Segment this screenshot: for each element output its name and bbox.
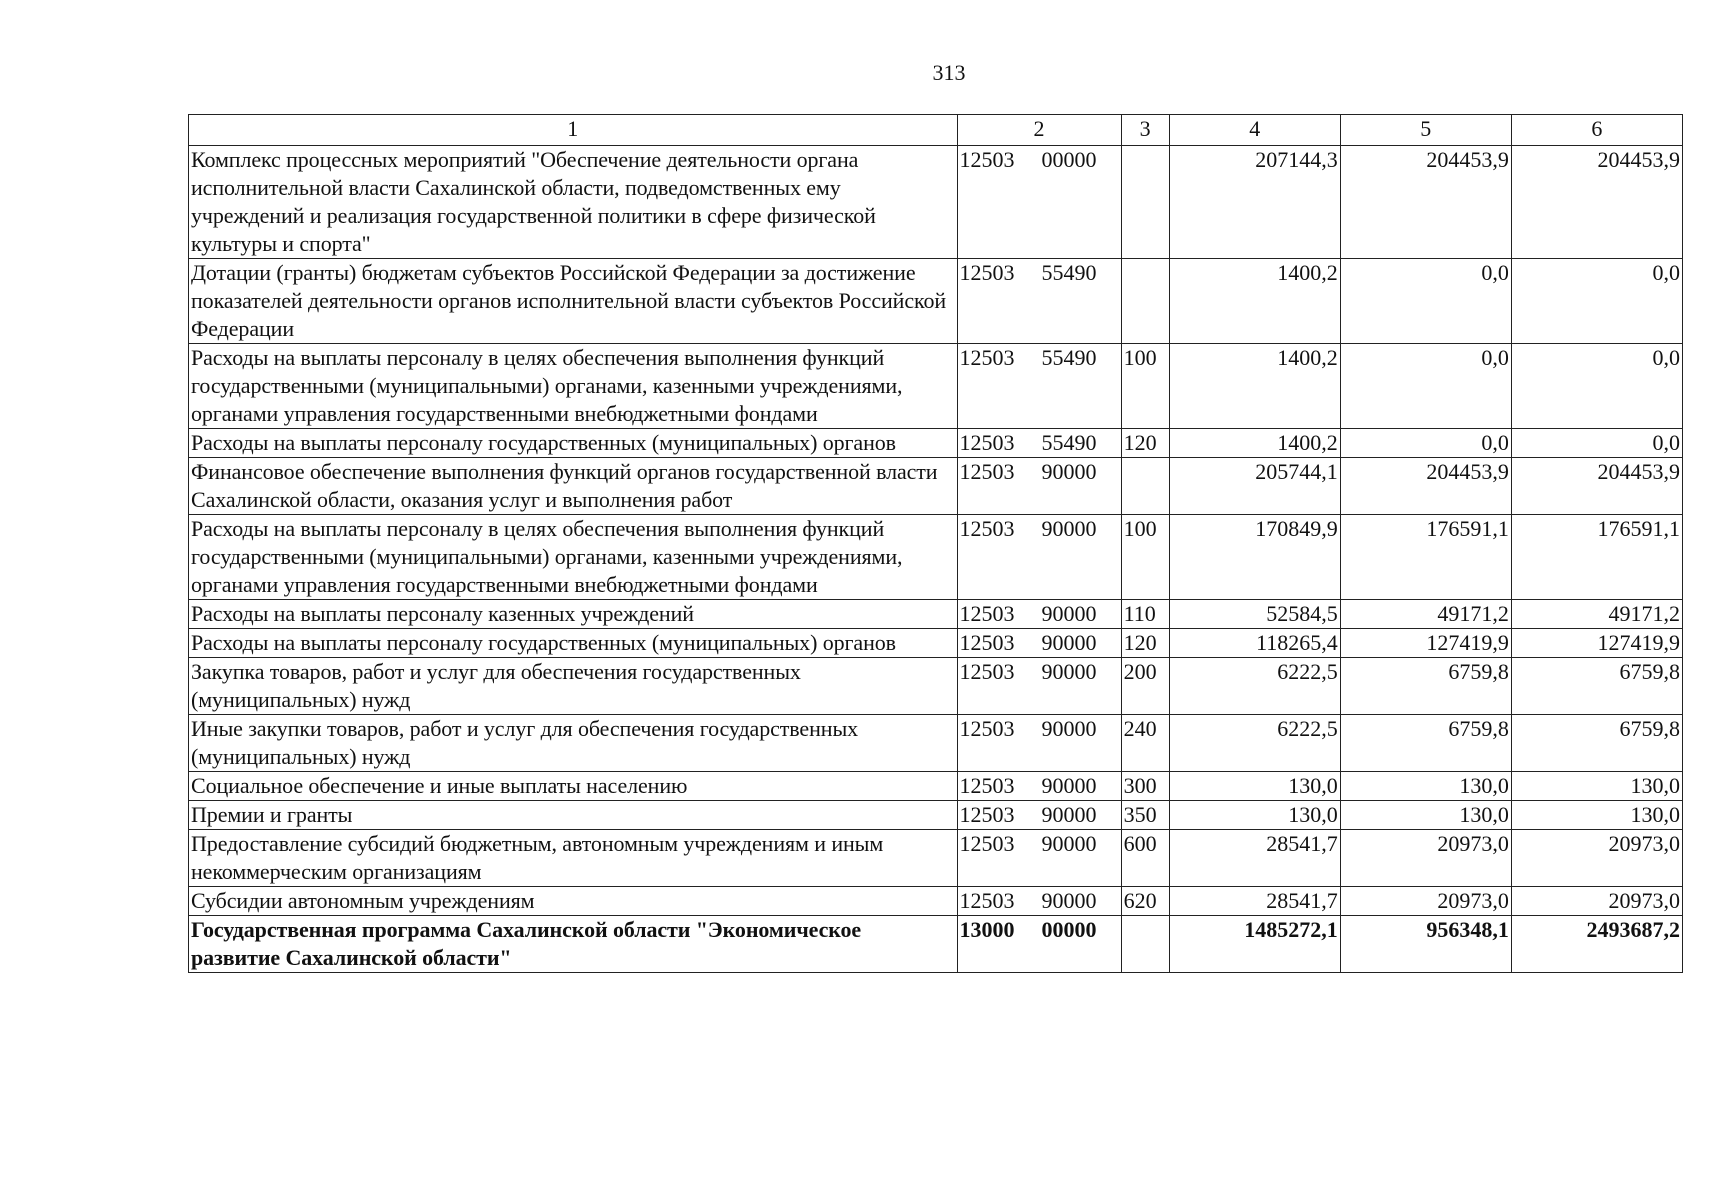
row-amount-col4: 130,0 bbox=[1169, 801, 1340, 830]
row-amount-col4: 205744,1 bbox=[1169, 458, 1340, 515]
row-code-article: 90000 bbox=[1041, 659, 1097, 684]
row-amount-col6: 20973,0 bbox=[1511, 887, 1682, 916]
row-name: Премии и гранты bbox=[189, 801, 958, 830]
row-code-article: 90000 bbox=[1041, 630, 1097, 655]
row-name: Расходы на выплаты персоналу государственных (муниципальных) органов bbox=[189, 629, 958, 658]
header-col-3: 3 bbox=[1121, 115, 1169, 146]
table-row bbox=[189, 515, 1683, 600]
row-code bbox=[957, 715, 1121, 772]
row-code-article: 90000 bbox=[1041, 601, 1097, 626]
row-expense-type: 120 bbox=[1121, 429, 1169, 458]
row-expense-type bbox=[1121, 146, 1169, 259]
row-amount-col5: 20973,0 bbox=[1340, 887, 1511, 916]
row-name: Социальное обеспечение и иные выплаты населению bbox=[189, 772, 958, 801]
row-amount-col5: 20973,0 bbox=[1340, 830, 1511, 887]
row-code-section: 13000 bbox=[959, 917, 1015, 942]
table-row bbox=[189, 344, 1683, 429]
row-amount-col4: 6222,5 bbox=[1169, 658, 1340, 715]
row-code-article: 55490 bbox=[1041, 345, 1097, 370]
row-expense-type: 620 bbox=[1121, 887, 1169, 916]
row-code bbox=[957, 887, 1121, 916]
row-name: Государственная программа Сахалинской области "Экономическое развитие Сахалинской области" bbox=[189, 916, 958, 973]
row-amount-col6: 6759,8 bbox=[1511, 715, 1682, 772]
row-amount-col4: 1400,2 bbox=[1169, 429, 1340, 458]
row-amount-col5: 204453,9 bbox=[1340, 146, 1511, 259]
row-expense-type bbox=[1121, 458, 1169, 515]
row-expense-type: 100 bbox=[1121, 515, 1169, 600]
row-code bbox=[957, 458, 1121, 515]
row-expense-type: 110 bbox=[1121, 600, 1169, 629]
row-amount-col5: 0,0 bbox=[1340, 344, 1511, 429]
row-code-article: 55490 bbox=[1041, 260, 1097, 285]
row-expense-type: 200 bbox=[1121, 658, 1169, 715]
table-row bbox=[189, 887, 1683, 916]
row-name: Предоставление субсидий бюджетным, автономным учреждениям и иным некоммерческим организациям bbox=[189, 830, 958, 887]
row-amount-col6: 0,0 bbox=[1511, 429, 1682, 458]
row-code-section: 12503 bbox=[959, 260, 1015, 285]
table-row bbox=[189, 801, 1683, 830]
row-amount-col5: 0,0 bbox=[1340, 429, 1511, 458]
row-amount-col4: 207144,3 bbox=[1169, 146, 1340, 259]
row-code-article: 90000 bbox=[1041, 716, 1097, 741]
row-code-section: 12503 bbox=[959, 459, 1015, 484]
row-amount-col4: 28541,7 bbox=[1169, 830, 1340, 887]
row-code bbox=[957, 629, 1121, 658]
table-row bbox=[189, 830, 1683, 887]
row-code-section: 12503 bbox=[959, 147, 1015, 172]
row-amount-col5: 6759,8 bbox=[1340, 715, 1511, 772]
row-amount-col6: 20973,0 bbox=[1511, 830, 1682, 887]
row-code bbox=[957, 259, 1121, 344]
table-row bbox=[189, 715, 1683, 772]
row-amount-col6: 204453,9 bbox=[1511, 146, 1682, 259]
row-name: Финансовое обеспечение выполнения функций органов государственной власти Сахалинской области, оказания услуг и выполнения работ bbox=[189, 458, 958, 515]
row-amount-col5: 0,0 bbox=[1340, 259, 1511, 344]
header-row bbox=[189, 115, 1683, 146]
header-col-4: 4 bbox=[1169, 115, 1340, 146]
row-name: Закупка товаров, работ и услуг для обеспечения государственных (муниципальных) нужд bbox=[189, 658, 958, 715]
row-code-article: 90000 bbox=[1041, 459, 1097, 484]
row-code-section: 12503 bbox=[959, 601, 1015, 626]
row-amount-col4: 1400,2 bbox=[1169, 344, 1340, 429]
table-row bbox=[189, 658, 1683, 715]
row-code-section: 12503 bbox=[959, 773, 1015, 798]
row-name: Расходы на выплаты персоналу государственных (муниципальных) органов bbox=[189, 429, 958, 458]
row-code-section: 12503 bbox=[959, 659, 1015, 684]
page-number: 313 bbox=[932, 60, 966, 85]
row-amount-col4: 118265,4 bbox=[1169, 629, 1340, 658]
table-header bbox=[189, 115, 1683, 146]
row-name: Расходы на выплаты персоналу в целях обеспечения выполнения функций государственными (муниципальными) органами, казенными учреждениями, органами управления государственными внебюджетными фондами bbox=[189, 515, 958, 600]
table-row bbox=[189, 429, 1683, 458]
row-code-section: 12503 bbox=[959, 516, 1015, 541]
row-expense-type: 600 bbox=[1121, 830, 1169, 887]
table-row bbox=[189, 146, 1683, 259]
row-amount-col6: 130,0 bbox=[1511, 801, 1682, 830]
row-expense-type bbox=[1121, 916, 1169, 973]
row-code-article: 90000 bbox=[1041, 516, 1097, 541]
row-code-article: 90000 bbox=[1041, 773, 1097, 798]
row-code bbox=[957, 830, 1121, 887]
row-code bbox=[957, 658, 1121, 715]
row-name: Расходы на выплаты персоналу в целях обеспечения выполнения функций государственными (муниципальными) органами, казенными учреждениями, органами управления государственными внебюджетными фондами bbox=[189, 344, 958, 429]
row-amount-col6: 0,0 bbox=[1511, 344, 1682, 429]
table-row bbox=[189, 259, 1683, 344]
row-code-article: 55490 bbox=[1041, 430, 1097, 455]
row-code bbox=[957, 344, 1121, 429]
row-code-section: 12503 bbox=[959, 430, 1015, 455]
row-code-article: 90000 bbox=[1041, 888, 1097, 913]
row-code bbox=[957, 429, 1121, 458]
row-amount-col5: 176591,1 bbox=[1340, 515, 1511, 600]
row-amount-col6: 6759,8 bbox=[1511, 658, 1682, 715]
row-amount-col5: 127419,9 bbox=[1340, 629, 1511, 658]
row-code-section: 12503 bbox=[959, 831, 1015, 856]
row-expense-type: 350 bbox=[1121, 801, 1169, 830]
header-col-6: 6 bbox=[1511, 115, 1682, 146]
row-amount-col4: 28541,7 bbox=[1169, 887, 1340, 916]
row-code bbox=[957, 515, 1121, 600]
row-code-section: 12503 bbox=[959, 802, 1015, 827]
header-col-5: 5 bbox=[1340, 115, 1511, 146]
row-amount-col5: 956348,1 bbox=[1340, 916, 1511, 973]
row-code-article: 90000 bbox=[1041, 831, 1097, 856]
row-code-section: 12503 bbox=[959, 716, 1015, 741]
table-row bbox=[189, 916, 1683, 973]
row-code-section: 12503 bbox=[959, 630, 1015, 655]
row-amount-col4: 52584,5 bbox=[1169, 600, 1340, 629]
row-name: Дотации (гранты) бюджетам субъектов Российской Федерации за достижение показателей деятельности органов исполнительной власти субъектов Российской Федерации bbox=[189, 259, 958, 344]
row-code bbox=[957, 916, 1121, 973]
row-name: Субсидии автономным учреждениям bbox=[189, 887, 958, 916]
row-expense-type: 120 bbox=[1121, 629, 1169, 658]
row-amount-col4: 1485272,1 bbox=[1169, 916, 1340, 973]
row-code-article: 00000 bbox=[1041, 917, 1097, 942]
row-amount-col4: 6222,5 bbox=[1169, 715, 1340, 772]
row-expense-type bbox=[1121, 259, 1169, 344]
row-name: Иные закупки товаров, работ и услуг для обеспечения государственных (муниципальных) нужд bbox=[189, 715, 958, 772]
row-amount-col5: 6759,8 bbox=[1340, 658, 1511, 715]
table-row bbox=[189, 629, 1683, 658]
table-row bbox=[189, 772, 1683, 801]
row-amount-col4: 1400,2 bbox=[1169, 259, 1340, 344]
row-code bbox=[957, 772, 1121, 801]
row-code-article: 00000 bbox=[1041, 147, 1097, 172]
row-amount-col6: 2493687,2 bbox=[1511, 916, 1682, 973]
row-code-section: 12503 bbox=[959, 345, 1015, 370]
row-amount-col6: 204453,9 bbox=[1511, 458, 1682, 515]
row-amount-col6: 49171,2 bbox=[1511, 600, 1682, 629]
row-code bbox=[957, 600, 1121, 629]
budget-table bbox=[188, 114, 1683, 973]
row-expense-type: 100 bbox=[1121, 344, 1169, 429]
row-amount-col4: 170849,9 bbox=[1169, 515, 1340, 600]
row-code-section: 12503 bbox=[959, 888, 1015, 913]
row-amount-col6: 127419,9 bbox=[1511, 629, 1682, 658]
row-amount-col5: 204453,9 bbox=[1340, 458, 1511, 515]
row-amount-col4: 130,0 bbox=[1169, 772, 1340, 801]
row-expense-type: 240 bbox=[1121, 715, 1169, 772]
row-code bbox=[957, 801, 1121, 830]
table-row bbox=[189, 600, 1683, 629]
row-expense-type: 300 bbox=[1121, 772, 1169, 801]
header-col-1: 1 bbox=[189, 115, 958, 146]
row-code bbox=[957, 146, 1121, 259]
row-code-article: 90000 bbox=[1041, 802, 1097, 827]
row-amount-col6: 130,0 bbox=[1511, 772, 1682, 801]
row-name: Комплекс процессных мероприятий "Обеспечение деятельности органа исполнительной власти Сахалинской области, подведомственных ему учреждений и реализация государственной политики в сфере физической культуры и спорта" bbox=[189, 146, 958, 259]
row-amount-col6: 0,0 bbox=[1511, 259, 1682, 344]
row-name: Расходы на выплаты персоналу казенных учреждений bbox=[189, 600, 958, 629]
row-amount-col5: 130,0 bbox=[1340, 801, 1511, 830]
row-amount-col5: 49171,2 bbox=[1340, 600, 1511, 629]
table-body bbox=[189, 146, 1683, 973]
header-col-2: 2 bbox=[957, 115, 1121, 146]
table-row bbox=[189, 458, 1683, 515]
row-amount-col6: 176591,1 bbox=[1511, 515, 1682, 600]
row-amount-col5: 130,0 bbox=[1340, 772, 1511, 801]
